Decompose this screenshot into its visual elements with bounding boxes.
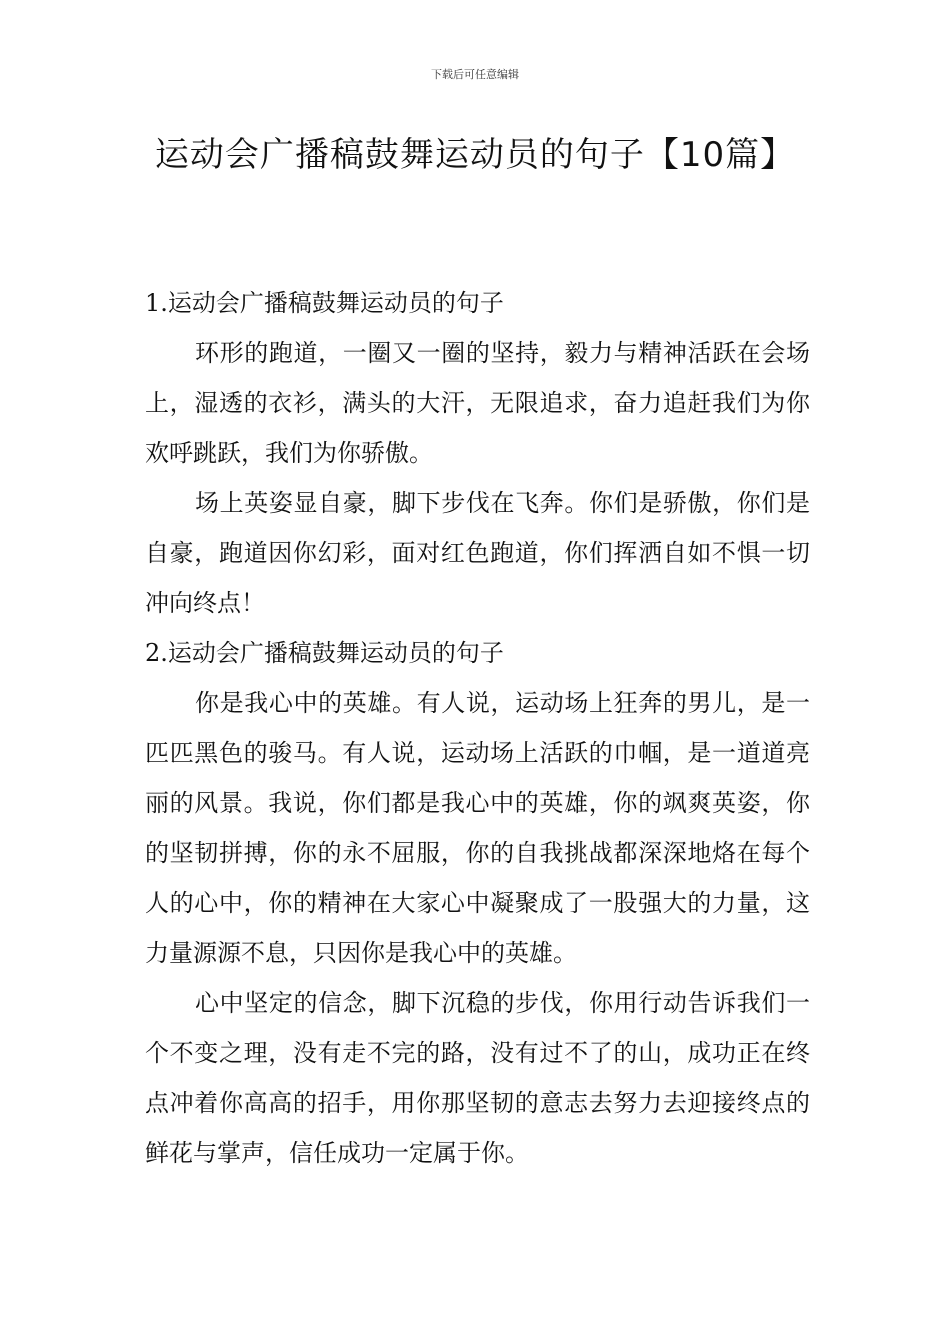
- section-1: [145, 278, 810, 628]
- document-body: [145, 278, 810, 1178]
- section-2: [145, 628, 810, 1178]
- section-heading: 1.运动会广播稿鼓舞运动员的句子: [145, 289, 504, 317]
- paragraph: 环形的跑道，一圈又一圈的坚持，毅力与精神活跃在会场上，湿透的衣衫，满头的大汗，无限追求，奋力追赶我们为你欢呼跳跃，我们为你骄傲。: [145, 339, 810, 467]
- paragraph: 心中坚定的信念，脚下沉稳的步伐，你用行动告诉我们一个不变之理，没有走不完的路，没有过不了的山，成功正在终点冲着你高高的招手，用你那坚韧的意志去努力去迎接终点的鲜花与掌声，信任成功一定属于你。: [145, 989, 810, 1167]
- paragraph: 你是我心中的英雄。有人说，运动场上狂奔的男儿，是一匹匹黑色的骏马。有人说，运动场上活跃的巾帼，是一道道亮丽的风景。我说，你们都是我心中的英雄，你的飒爽英姿，你的坚韧拼搏，你的永不屈服，你的自我挑战都深深地烙在每个人的心中，你的精神在大家心中凝聚成了一股强大的力量，这力量源源不息，只因你是我心中的英雄。: [145, 689, 810, 967]
- header-note: 下载后可任意编辑: [431, 68, 519, 81]
- paragraph: 场上英姿显自豪，脚下步伐在飞奔。你们是骄傲，你们是自豪，跑道因你幻彩，面对红色跑道，你们挥洒自如不惧一切冲向终点！: [145, 489, 810, 617]
- document-title: 运动会广播稿鼓舞运动员的句子【10篇】: [154, 135, 796, 175]
- section-heading: 2.运动会广播稿鼓舞运动员的句子: [145, 639, 504, 667]
